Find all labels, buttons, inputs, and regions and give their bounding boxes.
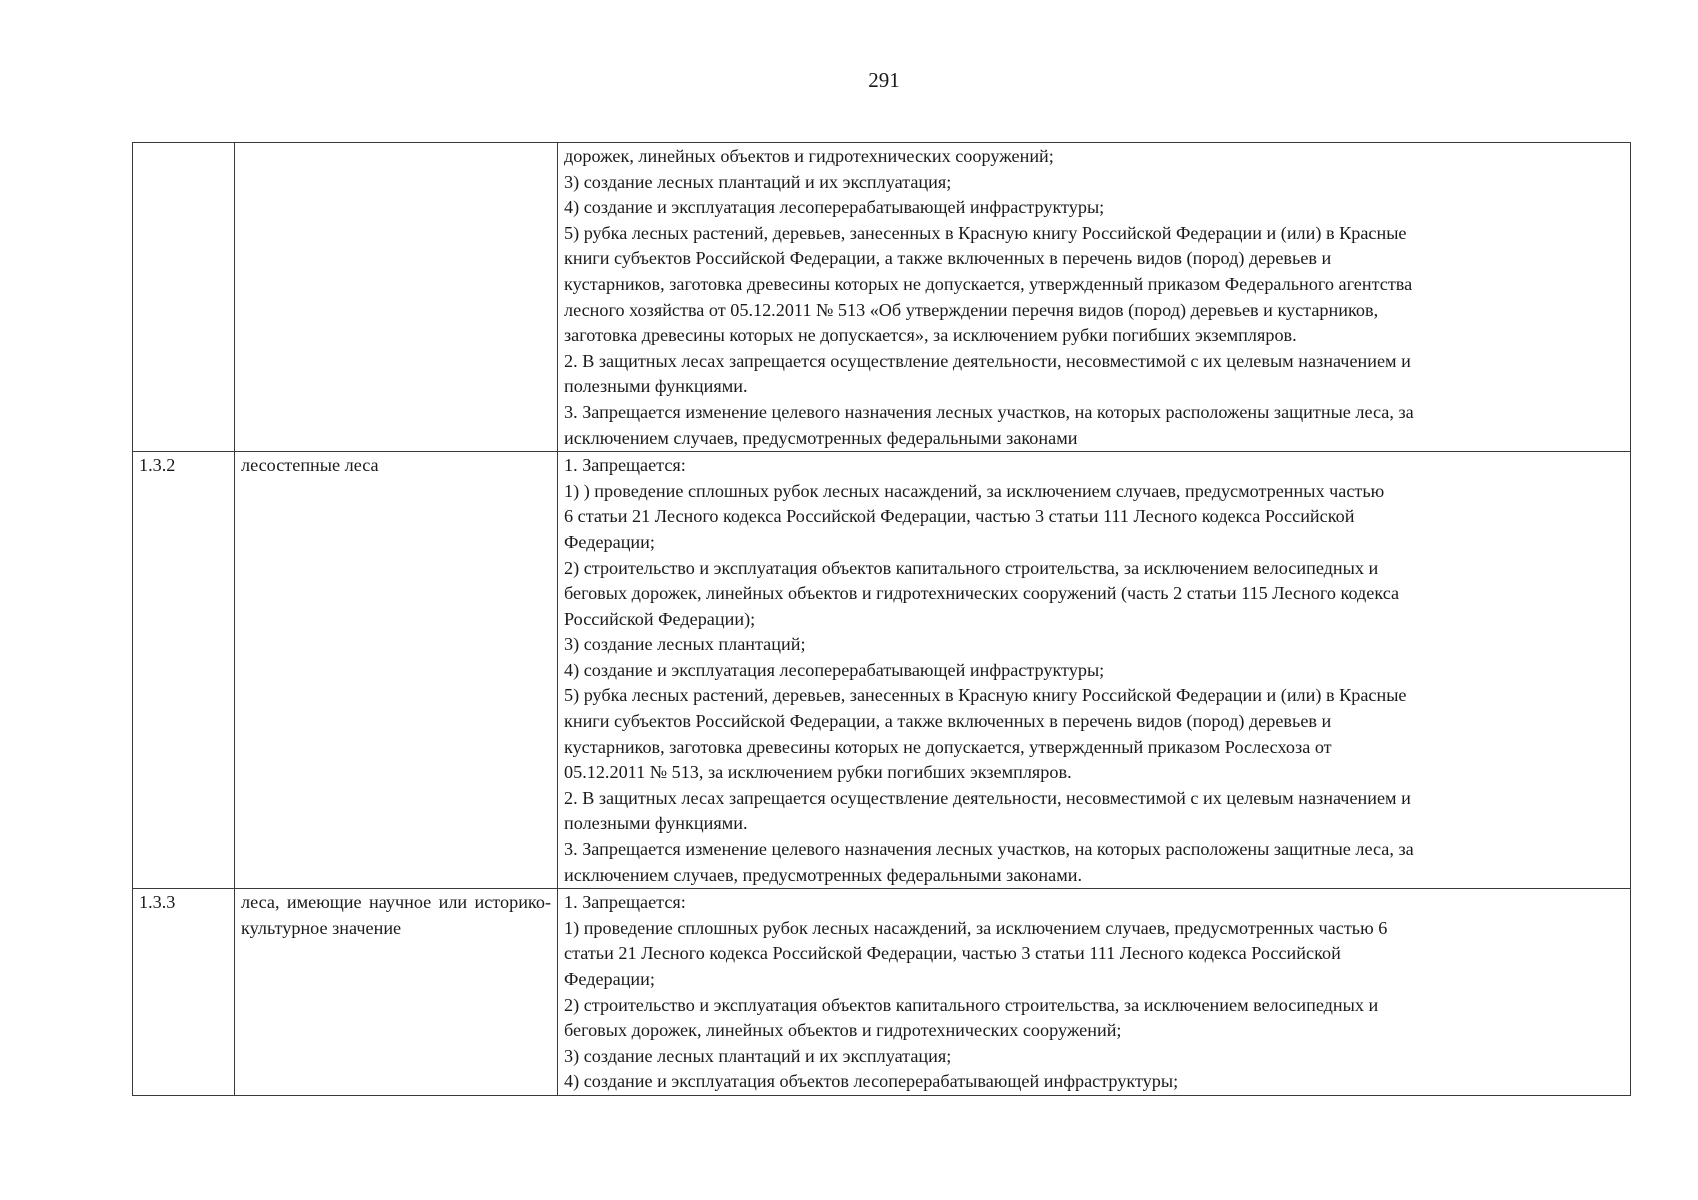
restriction-text-line: 1. Запрещается: [564, 892, 686, 913]
row-number-cell: 1.3.2 [133, 452, 235, 889]
restriction-text-line: беговых дорожек, линейных объектов и гидротехнических сооружений (часть 2 статьи 115 Лесного кодекса [564, 583, 1400, 604]
regulations-table-body [133, 143, 1631, 1096]
restriction-text-line: 5) рубка лесных растений, деревьев, занесенных в Красную книгу Российской Федерации и (или) в Красные [564, 222, 1407, 243]
restriction-text-line: заготовка древесины которых не допускается», за исключением рубки погибших экземпляров. [564, 325, 1297, 346]
restriction-text-line: 1) проведение сплошных рубок лесных насаждений, за исключением случаев, предусмотренных частью 6 [564, 917, 1388, 938]
table-row [133, 889, 1631, 1096]
restriction-text-line: 6 статьи 21 Лесного кодекса Российской Федерации, частью 3 статьи 111 Лесного кодекса Российской [564, 506, 1355, 527]
restriction-text-line: исключением случаев, предусмотренных федеральными законами. [564, 864, 1082, 885]
restriction-text-line: Федерации; [564, 531, 655, 552]
restriction-text-line: дорожек, линейных объектов и гидротехнических сооружений; [564, 146, 1054, 166]
restriction-text-line: книги субъектов Российской Федерации, а также включенных в перечень видов (пород) деревьев и [564, 711, 1332, 732]
forest-category-cell: леса, имеющие научное или историко-культурное значение [235, 889, 558, 1096]
restriction-text-line: 4) создание и эксплуатация лесоперерабатывающей инфраструктуры; [564, 197, 1105, 218]
restriction-text-line: кустарников, заготовка древесины которых не допускается, утвержденный приказом Рослесхоза от [564, 736, 1332, 757]
restriction-text-line: полезными функциями. [564, 813, 748, 834]
restriction-text-line: 4) создание и эксплуатация объектов лесоперерабатывающей инфраструктуры; [564, 1071, 1179, 1092]
restriction-text-line: кустарников, заготовка древесины которых не допускается, утвержденный приказом Федерального агентства [564, 273, 1413, 294]
restriction-text-line: 3) создание лесных плантаций и их эксплуатация; [564, 171, 952, 192]
table-row [133, 452, 1631, 889]
restriction-text-line: 3) создание лесных плантаций и их эксплуатация; [564, 1045, 952, 1066]
restrictions-cell [558, 452, 1631, 889]
forest-category-cell: лесостепные леса [235, 452, 558, 889]
table-row [133, 143, 1631, 452]
restriction-text-line: 3) создание лесных плантаций; [564, 634, 806, 655]
restriction-text-line: статьи 21 Лесного кодекса Российской Федерации, частью 3 статьи 111 Лесного кодекса Российской [564, 943, 1341, 964]
restriction-text-line: 1. Запрещается: [564, 455, 686, 476]
restrictions-cell [558, 143, 1631, 452]
restriction-text-line: 5) рубка лесных растений, деревьев, занесенных в Красную книгу Российской Федерации и (или) в Красные [564, 685, 1407, 706]
restriction-text-line: лесного хозяйства от 05.12.2011 № 513 «Об утверждении перечня видов (пород) деревьев и кустарников, [564, 299, 1379, 320]
restriction-text-line: полезными функциями. [564, 376, 748, 397]
restriction-text-line: 4) создание и эксплуатация лесоперерабатывающей инфраструктуры; [564, 659, 1105, 680]
restriction-text-line: 2) строительство и эксплуатация объектов капитального строительства, за исключением велосипедных и [564, 994, 1379, 1015]
restriction-text-line: 3. Запрещается изменение целевого назначения лесных участков, на которых расположены защитные леса, за [564, 401, 1414, 422]
restrictions-cell [558, 889, 1631, 1096]
restriction-text-line: Федерации; [564, 969, 655, 989]
restriction-text-line: 05.12.2011 № 513, за исключением рубки погибших экземпляров. [564, 762, 1072, 783]
forest-category-cell [235, 143, 558, 452]
restriction-text-line: 2) строительство и эксплуатация объектов капитального строительства, за исключением велосипедных и [564, 557, 1379, 578]
regulations-table [132, 142, 1631, 1096]
row-number-cell: 1.3.3 [133, 889, 235, 1096]
row-number-cell [133, 143, 235, 452]
restriction-text-line: 2. В защитных лесах запрещается осуществление деятельности, несовместимой с их целевым назначением и [564, 787, 1411, 808]
restriction-text-line: исключением случаев, предусмотренных федеральными законами [564, 427, 1078, 448]
restriction-text-line: Российской Федерации); [564, 608, 756, 629]
restriction-text-line: беговых дорожек, линейных объектов и гидротехнических сооружений; [564, 1020, 1122, 1041]
restriction-text-line: 3. Запрещается изменение целевого назначения лесных участков, на которых расположены защитные леса, за [564, 839, 1414, 860]
restriction-text-line: книги субъектов Российской Федерации, а также включенных в перечень видов (пород) деревьев и [564, 248, 1332, 269]
page-number: 291 [868, 68, 900, 92]
restriction-text-line: 1) ) проведение сплошных рубок лесных насаждений, за исключением случаев, предусмотренных частью [564, 480, 1385, 501]
restriction-text-line: 2. В защитных лесах запрещается осуществление деятельности, несовместимой с их целевым назначением и [564, 350, 1411, 371]
